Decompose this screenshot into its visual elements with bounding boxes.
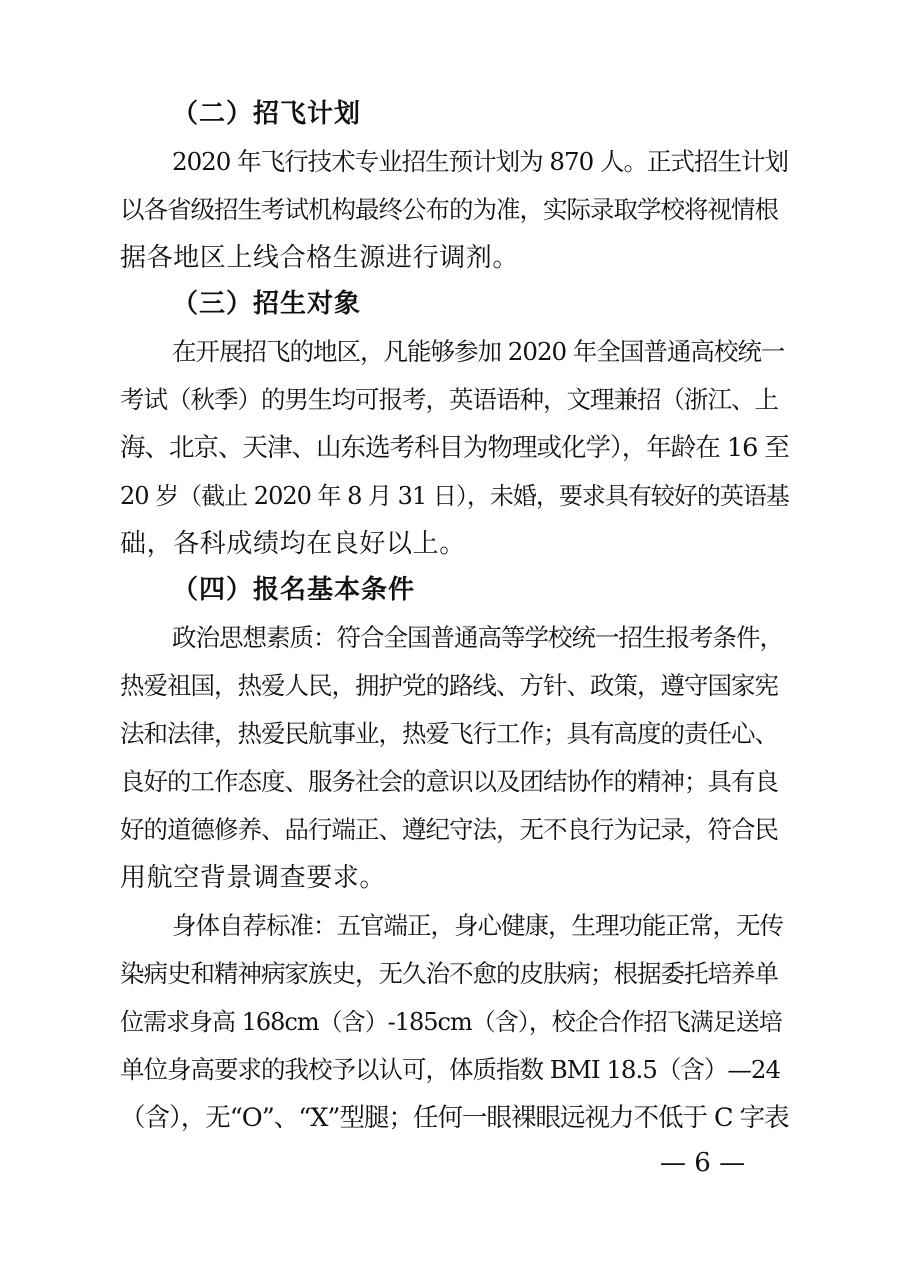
paragraph-line: 好的道德修养、品行端正、遵纪守法，无不良行为记录，符合民 — [120, 815, 778, 844]
page-number: — 6 — — [660, 1148, 746, 1178]
paragraph-line: 20 岁（截止 2020 年 8 月 31 日），未婚，要求具有较好的英语基 — [120, 482, 789, 510]
paragraph-line: 染病史和精神病家族史，无久治不愈的皮肤病；根据委托培养单 — [120, 959, 778, 988]
paragraph-line: 以各省级招生考试机构最终公布的为准，实际录取学校将视情根 — [120, 195, 778, 224]
section-heading-conditions: （四）报名基本条件 — [172, 575, 416, 605]
paragraph-line: 身体自荐标准：五官端正，身心健康，生理功能正常，无传 — [172, 911, 783, 940]
paragraph-line: 法和法律，热爱民航事业，热爱飞行工作；具有高度的责任心、 — [120, 719, 778, 748]
section-heading-targets: （三）招生对象 — [172, 289, 362, 319]
paragraph-line: 础，各科成绩均在良好以上。 — [120, 529, 466, 559]
paragraph-line: 在开展招飞的地区，凡能够参加 2020 年全国普通高校统一 — [172, 337, 785, 366]
paragraph-line: 单位身高要求的我校予以认可，体质指数 BMI 18.5（含）—24 — [120, 1055, 781, 1084]
paragraph-line: 良好的工作态度、服务社会的意识以及团结协作的精神；具有良 — [120, 767, 778, 796]
paragraph-line: 政治思想素质：符合全国普通高等学校统一招生报考条件， — [172, 623, 783, 652]
paragraph-line: 位需求身高 168cm（含）-185cm（含），校企合作招飞满足送培 — [120, 1008, 782, 1036]
paragraph-line: 用航空背景调查要求。 — [120, 863, 387, 893]
paragraph-line: 2020 年飞行技术专业招生预计划为 870 人。正式招生计划 — [172, 147, 788, 176]
section-heading-plan: （二）招飞计划 — [172, 99, 362, 129]
paragraph-line: 考试（秋季）的男生均可报考，英语语种，文理兼招（浙江、上 — [120, 385, 778, 414]
paragraph-line: 热爱祖国，热爱人民，拥护党的路线、方针、政策，遵守国家宪 — [120, 671, 778, 700]
paragraph-line: 据各地区上线合格生源进行调剂。 — [120, 243, 520, 273]
paragraph-line: （含），无“O”、“X”型腿；任何一眼裸眼远视力不低于 C 字表 — [120, 1103, 789, 1133]
paragraph-line: 海、北京、天津、山东选考科目为物理或化学），年龄在 16 至 — [120, 433, 789, 463]
